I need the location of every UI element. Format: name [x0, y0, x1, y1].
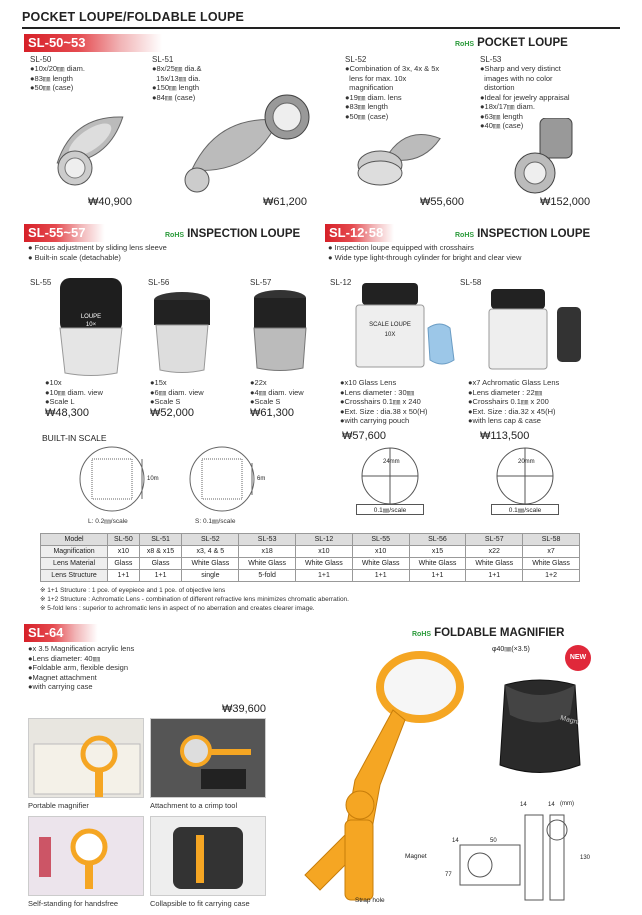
model-label-sl58: SL-58 — [460, 278, 482, 287]
spec-line: ●Lens diameter: 40㎜ — [28, 653, 101, 663]
table-cell: 1+1 — [466, 570, 523, 582]
table-cell: Glass — [108, 558, 139, 570]
spec-line: ●Crosshairs 0.1㎜ x 240 — [340, 397, 421, 406]
product-sl50 — [30, 55, 150, 93]
spec-line: ●Lens diameter : 22㎜ — [468, 387, 543, 397]
scale-s-dim: 6m — [257, 476, 266, 482]
table-row — [41, 558, 580, 570]
dim-value: 77 — [445, 872, 452, 878]
table-cell: 1+1 — [296, 570, 353, 582]
price-sl57: ₩61,300 — [250, 407, 295, 419]
spec-list — [30, 64, 150, 93]
spec-line: ●10x/20㎜ diam. — [30, 64, 85, 73]
table-cell: White Glass — [466, 558, 523, 570]
spec-line: magnification — [345, 83, 394, 92]
table-row — [41, 570, 580, 582]
spec-line: images with no color — [480, 73, 553, 83]
reticle-label-sl12: 24mm — [383, 459, 400, 465]
price-sl53: ₩152,000 — [540, 196, 591, 208]
spec-list-sl58 — [468, 378, 559, 426]
table-notes — [40, 586, 349, 613]
price-sl56: ₩52,000 — [150, 407, 195, 419]
price-sl55: ₩48,300 — [45, 407, 90, 419]
table-cell: x7 — [523, 546, 580, 558]
photo-caption: Attachment to a crimp tool — [150, 801, 238, 810]
table-cell: 1+2 — [523, 570, 580, 582]
photo-caption: Portable magnifier — [28, 801, 89, 810]
product-sl52 — [345, 55, 480, 121]
spec-line: ●Scale S — [150, 397, 181, 406]
section-code-sl64: SL-64 — [24, 624, 184, 642]
new-badge: NEW — [565, 645, 591, 671]
sl58-image — [485, 285, 590, 375]
photo-collapsible — [150, 816, 266, 896]
table-header-cell: SL-55 — [352, 534, 409, 546]
photo-portable — [28, 718, 144, 798]
spec-line: ●50㎜ (case) — [345, 111, 389, 121]
dim-value: 14 — [548, 802, 555, 808]
scale-s-diagram — [182, 445, 282, 515]
spec-line: ※ 1+1 Structure : 1 pce. of eyepiece and 1 pce. of objective lens — [40, 587, 226, 594]
carrying-case-image — [490, 675, 590, 785]
scale-s-caption: S: 0.1㎜/scale — [195, 518, 236, 525]
spec-line: ●with lens cap & case — [468, 416, 541, 425]
reticle-caption-sl58: 0.1㎜/scale — [491, 504, 559, 515]
model-label-sl12: SL-12 — [330, 278, 352, 287]
table-cell: x3, 4 & 5 — [182, 546, 239, 558]
spec-line: ●Ideal for jewelry appraisal — [480, 92, 570, 102]
table-cell: White Glass — [352, 558, 409, 570]
spec-line: ●150㎜ length — [152, 83, 200, 92]
section-title-foldable-magnifier: RoHS FOLDABLE MAGNIFIER — [412, 627, 565, 639]
comparison-table — [40, 533, 580, 582]
spec-line: ●4㎜ diam. view — [250, 387, 304, 397]
table-cell: x18 — [239, 546, 296, 558]
table-cell: single — [182, 570, 239, 582]
lens-label: φ40㎜(×3.5) — [492, 646, 530, 653]
photo-caption: Self-standing for handsfree — [28, 899, 119, 908]
table-cell: 5-fold — [239, 570, 296, 582]
table-cell: Glass — [139, 558, 182, 570]
built-in-scale-title: BUILT-IN SCALE — [42, 433, 107, 443]
spec-list-sl12 — [340, 378, 427, 426]
price-sl64: ₩39,600 — [222, 703, 267, 715]
sl55-image — [55, 278, 130, 378]
reticle-label-sl58: 20mm — [518, 459, 535, 465]
table-cell: Lens Material — [41, 558, 108, 570]
table-cell: x10 — [108, 546, 139, 558]
spec-line: ●x7 Achromatic Glass Lens — [468, 378, 560, 387]
photo-crimp-tool — [150, 718, 266, 798]
table-cell: Lens Structure — [41, 570, 108, 582]
spec-line: ●63㎜ length — [480, 111, 523, 121]
section-title-inspection-loupe-1: RoHS INSPECTION LOUPE — [165, 228, 301, 240]
table-header-row — [41, 534, 580, 546]
scale-l-caption: L: 0.2㎜/scale — [88, 518, 128, 525]
price-sl58: ₩113,500 — [480, 430, 530, 442]
section-code-sl55: SL-55~57 — [24, 224, 199, 242]
section-title-inspection-loupe-2: RoHS INSPECTION LOUPE — [455, 228, 591, 240]
model-label: SL-50 — [30, 55, 52, 64]
table-cell: 1+1 — [352, 570, 409, 582]
table-cell: Magnification — [41, 546, 108, 558]
dim-value: 130 — [580, 855, 591, 861]
spec-line: ●Ext. Size : dia.32 x 45(H) — [468, 406, 556, 416]
case-text: Magni — [559, 714, 580, 727]
table-header-cell: SL-58 — [523, 534, 580, 546]
table-cell: x10 — [296, 546, 353, 558]
sl50-image — [30, 90, 150, 190]
table-cell: x22 — [466, 546, 523, 558]
spec-line: ●Foldable arm, flexible design — [28, 663, 128, 672]
spec-line: ●Combination of 3x, 4x & 5x — [345, 64, 440, 73]
spec-line: ●with carrying pouch — [340, 416, 410, 425]
table-header-cell: SL-53 — [239, 534, 296, 546]
spec-line: ※ 5-fold lens : superior to achromatic lens in aspect of no aberration and creates clearer image. — [40, 605, 315, 612]
spec-line: ●22x — [250, 378, 267, 387]
table-header-cell: SL-12 — [296, 534, 353, 546]
table-header-cell: SL-50 — [108, 534, 139, 546]
table-cell: White Glass — [182, 558, 239, 570]
model-label: SL-52 — [345, 55, 367, 64]
svg-text:LOUPE: LOUPE — [80, 314, 102, 320]
table-cell: x10 — [352, 546, 409, 558]
magnet-label: Magnet — [405, 853, 427, 860]
spec-list-sl57 — [250, 378, 304, 407]
photo-caption: Collapsible to fit carrying case — [150, 899, 250, 908]
photo-self-standing — [28, 816, 144, 896]
table-cell: White Glass — [523, 558, 580, 570]
dim-value: 14 — [520, 802, 527, 808]
price-sl12: ₩57,600 — [342, 430, 387, 442]
spec-line: ● Focus adjustment by sliding lens sleeve — [28, 243, 167, 252]
reticle-sl12 — [355, 446, 425, 506]
table-cell: x15 — [409, 546, 466, 558]
model-label-sl57: SL-57 — [250, 278, 272, 287]
rohs-leaf-icon: RoHS — [165, 232, 185, 239]
spec-line: ●83㎜ length — [345, 102, 388, 111]
svg-text:SCALE LOUPE: SCALE LOUPE — [369, 322, 411, 328]
spec-line: ●Ext. Size : dia.38 x 50(H) — [340, 406, 428, 416]
spec-line: lens for max. 10x — [345, 73, 407, 83]
spec-line: ●83㎜ length — [30, 73, 73, 83]
spec-line: distortion — [480, 83, 515, 92]
sl56-image — [150, 290, 215, 375]
spec-line: ●8x/25㎜ dia.& — [152, 64, 202, 73]
spec-line: ●50㎜ (case) — [30, 83, 74, 92]
spec-line: ●Magnet attachment — [28, 672, 97, 682]
table-header-cell: Model — [41, 534, 108, 546]
spec-line: ●10㎜ diam. view — [45, 387, 103, 397]
spec-line: ●18x/17㎜ diam. — [480, 102, 535, 111]
spec-line: 15x/13㎜ dia. — [152, 73, 201, 83]
reticle-sl58 — [490, 446, 560, 506]
table-header-cell: SL-51 — [139, 534, 182, 546]
spec-line: ●Lens diameter : 30㎜ — [340, 387, 415, 397]
svg-text:10X: 10X — [384, 332, 396, 338]
model-label: SL-51 — [152, 55, 174, 64]
svg-text:10×: 10× — [85, 322, 97, 328]
spec-line: ●Sharp and very distinct — [480, 64, 561, 73]
price-sl51: ₩61,200 — [263, 196, 308, 208]
rohs-leaf-icon: RoHS — [412, 631, 432, 638]
spec-line: ●Crosshairs 0.1㎜ x 200 — [468, 397, 549, 406]
spec-list-sl55 — [45, 378, 103, 407]
spec-list-sl56 — [150, 378, 204, 407]
spec-line: ※ 1+2 Structure : Achromatic Lens - combination of different refractive lens minimizes chromatic aberration. — [40, 596, 349, 603]
spec-line: ●19㎜ diam. lens — [345, 92, 402, 102]
page-title: POCKET LOUPE/FOLDABLE LOUPE — [22, 10, 245, 24]
model-label: SL-53 — [480, 55, 502, 64]
s2-bullets — [28, 243, 167, 262]
spec-line: ●Scale L — [45, 397, 75, 406]
spec-line: ●40㎜ (case) — [480, 121, 524, 130]
strap-hole-label: Strap hole — [355, 897, 385, 904]
rohs-leaf-icon: RoHS — [455, 232, 475, 239]
spec-line: ●x10 Glass Lens — [340, 378, 397, 387]
table-row — [41, 546, 580, 558]
dim-value: 50 — [490, 838, 497, 844]
rohs-leaf-icon: RoHS — [455, 41, 475, 48]
price-sl50: ₩40,900 — [88, 196, 133, 208]
spec-line: ●Scale S — [250, 397, 281, 406]
spec-line: ●84㎜ (case) — [152, 92, 196, 102]
section-code-sl50: SL-50~53 — [24, 34, 324, 52]
sl57-image — [248, 288, 313, 373]
sl51-image — [175, 85, 315, 195]
spec-line: ● Built-in scale (detachable) — [28, 252, 121, 262]
section-title-pocket-loupe: RoHS POCKET LOUPE — [455, 37, 568, 49]
model-label-sl56: SL-56 — [148, 278, 170, 287]
s3-bullets — [328, 243, 521, 262]
table-cell: White Glass — [296, 558, 353, 570]
price-sl52: ₩55,600 — [420, 196, 465, 208]
dim-value: 14 — [452, 838, 459, 844]
table-cell: 1+1 — [139, 570, 182, 582]
reticle-caption-sl12: 0.1㎜/scale — [356, 504, 424, 515]
model-label-sl55: SL-55 — [30, 278, 52, 287]
table-header-cell: SL-57 — [466, 534, 523, 546]
table-cell: 1+1 — [409, 570, 466, 582]
spec-line: ● Inspection loupe equipped with crosshairs — [328, 243, 474, 252]
sl53-image — [505, 118, 580, 198]
table-header-cell: SL-56 — [409, 534, 466, 546]
spec-line: ●15x — [150, 378, 167, 387]
table-cell: 1+1 — [108, 570, 139, 582]
spec-line: ●x 3.5 Magnification acrylic lens — [28, 644, 135, 653]
spec-line: ●10x — [45, 378, 62, 387]
spec-list-sl64 — [28, 644, 134, 692]
spec-line: ● Wide type light-through cylinder for bright and clear view — [328, 252, 522, 262]
table-cell: White Glass — [409, 558, 466, 570]
table-cell: x8 & x15 — [139, 546, 182, 558]
table-header-cell: SL-52 — [182, 534, 239, 546]
title-rule — [22, 27, 620, 29]
table-cell: White Glass — [239, 558, 296, 570]
section-code-sl12: SL-12·58 — [325, 224, 475, 242]
spec-line: ●6㎜ diam. view — [150, 387, 204, 397]
sl52-image — [345, 115, 445, 195]
scale-l-dim: 10m — [147, 476, 159, 482]
dims-unit: (mm) — [560, 801, 574, 807]
sl12-image — [350, 278, 470, 373]
spec-line: ●with carrying case — [28, 682, 93, 691]
spec-list — [345, 64, 480, 121]
